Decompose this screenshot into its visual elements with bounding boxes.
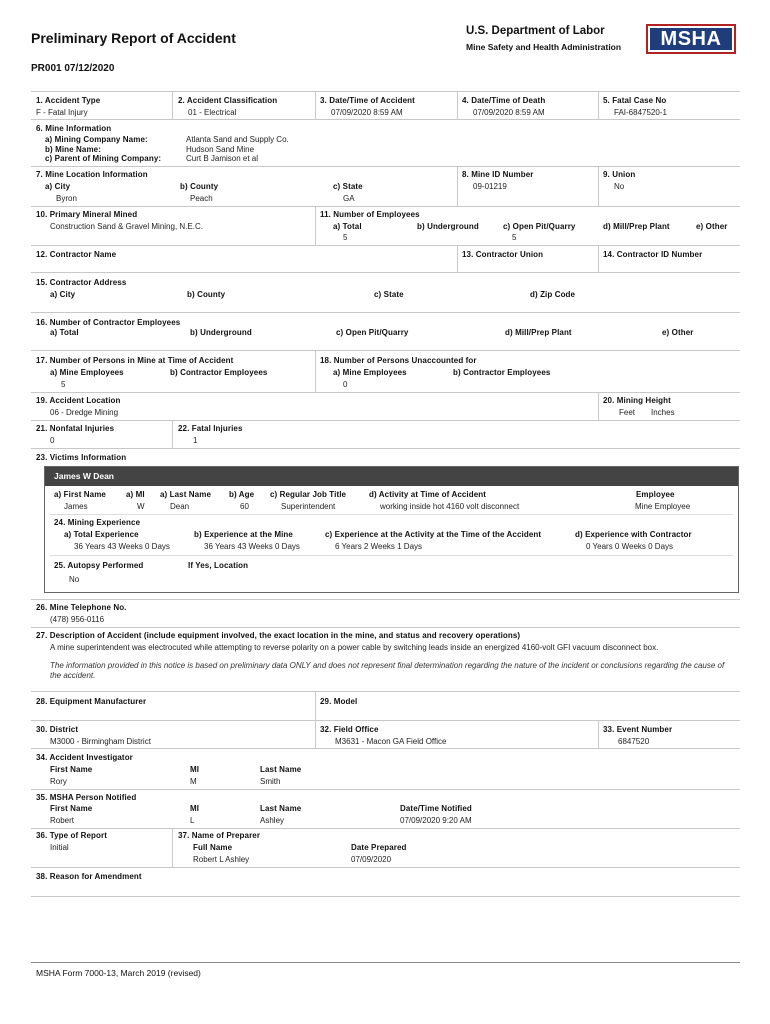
divider: [315, 91, 316, 119]
preparer-fullname-value: Robert L Ashley: [193, 855, 250, 864]
victim-employee-value: Mine Employee: [635, 502, 691, 511]
contractor-state-label: c) State: [374, 290, 404, 299]
divider: [457, 166, 458, 206]
contractor-city-label: a) City: [50, 290, 76, 299]
divider: [50, 555, 733, 556]
experience-mine-value: 36 Years 43 Weeks 0 Days: [204, 542, 300, 551]
mine-location-label: 7. Mine Location Information: [36, 170, 148, 179]
employees-total-value: 5: [343, 233, 348, 242]
fatal-injuries-label: 22. Fatal Injuries: [178, 424, 243, 433]
sub-agency-name: Mine Safety and Health Administration: [466, 42, 622, 52]
contractor-name-label: 12. Contractor Name: [36, 250, 117, 259]
experience-contractor-value: 0 Years 0 Weeks 0 Days: [586, 542, 674, 551]
divider: [31, 350, 740, 351]
persons-mine-employees-value: 5: [61, 380, 66, 389]
employees-other-label: e) Other: [696, 222, 728, 231]
msha-logo-text: MSHA: [650, 28, 732, 50]
investigator-last-value: Smith: [260, 777, 281, 786]
notified-mi-value: L: [190, 816, 195, 825]
persons-mine-employees-label: a) Mine Employees: [50, 368, 124, 377]
person-notified-label: 35. MSHA Person Notified: [36, 793, 137, 802]
city-label: a) City: [45, 182, 71, 191]
city-value: Byron: [56, 194, 77, 203]
date-prepared-label: Date Prepared: [351, 843, 407, 852]
experience-total-label: a) Total Experience: [64, 530, 139, 539]
experience-contractor-label: d) Experience with Contractor: [575, 530, 692, 539]
notified-datetime-value: 07/09/2020 9:20 AM: [400, 816, 472, 825]
notified-first-label: First Name: [50, 804, 93, 813]
equipment-manufacturer-label: 28. Equipment Manufacturer: [36, 697, 147, 706]
report-id: PR001 07/12/2020: [31, 63, 115, 74]
investigator-first-value: Rory: [50, 777, 67, 786]
divider: [315, 350, 316, 392]
accident-location-value: 06 - Dredge Mining: [50, 408, 119, 417]
divider: [31, 720, 740, 721]
union-label: 9. Union: [603, 170, 636, 179]
victim-first-label: a) First Name: [54, 490, 106, 499]
parent-company-label: c) Parent of Mining Company:: [45, 154, 162, 163]
divider: [315, 720, 316, 748]
agency-name: U.S. Department of Labor: [466, 25, 605, 37]
victim-job-value: Superintendent: [281, 502, 336, 511]
divider: [31, 312, 740, 313]
unaccounted-mine-value: 0: [343, 380, 348, 389]
field-office-value: M3631 - Macon GA Field Office: [335, 737, 447, 746]
page-title: Preliminary Report of Accident: [31, 30, 236, 46]
field-office-label: 32. Field Office: [320, 725, 379, 734]
investigator-mi-label: MI: [190, 765, 200, 774]
mine-name-value: Hudson Sand Mine: [186, 145, 255, 154]
primary-mineral-label: 10. Primary Mineral Mined: [36, 210, 138, 219]
unaccounted-label: 18. Number of Persons Unaccounted for: [320, 356, 477, 365]
divider: [31, 206, 740, 207]
description-value: A mine superintendent was electrocuted while attempting to reverse polarity on a power cable by switching leads inside an energized 4160-volt GFI vacuum disconnect box.: [50, 643, 659, 652]
notified-datetime-label: Date/Time Notified: [400, 804, 472, 813]
accident-type-value: F - Fatal Injury: [36, 108, 88, 117]
divider: [31, 627, 740, 628]
employees-openpit-value: 5: [512, 233, 517, 242]
investigator-first-label: First Name: [50, 765, 93, 774]
employees-mill-label: d) Mill/Prep Plant: [603, 222, 670, 231]
mining-company-value: Atlanta Sand and Supply Co.: [186, 135, 289, 144]
divider: [50, 514, 733, 515]
victim-last-value: Dean: [170, 502, 190, 511]
state-value: GA: [343, 194, 355, 203]
mining-experience-label: 24. Mining Experience: [54, 518, 141, 527]
divider: [31, 691, 740, 692]
divider: [598, 245, 599, 272]
contractor-employees-label: 16. Number of Contractor Employees: [36, 318, 181, 327]
event-number-value: 6847520: [618, 737, 650, 746]
divider: [31, 420, 740, 421]
mining-height-inches: Inches: [651, 408, 675, 417]
notified-mi-label: MI: [190, 804, 200, 813]
contractor-zip-label: d) Zip Code: [530, 290, 576, 299]
contractor-total-label: a) Total: [50, 328, 79, 337]
mining-height-feet: Feet: [619, 408, 636, 417]
divider: [31, 392, 740, 393]
unaccounted-contractor-label: b) Contractor Employees: [453, 368, 551, 377]
fatal-case-value: FAI-6847520-1: [614, 108, 667, 117]
report-type-label: 36. Type of Report: [36, 831, 107, 840]
contractor-union-label: 13. Contractor Union: [462, 250, 544, 259]
divider: [598, 166, 599, 206]
union-value: No: [614, 182, 625, 191]
divider: [31, 272, 740, 273]
mining-company-label: a) Mining Company Name:: [45, 135, 148, 144]
victim-last-label: a) Last Name: [160, 490, 211, 499]
msha-logo: [646, 24, 736, 54]
persons-contractor-label: b) Contractor Employees: [170, 368, 268, 377]
accident-datetime-value: 07/09/2020 8:59 AM: [331, 108, 403, 117]
employees-openpit-label: c) Open Pit/Quarry: [503, 222, 576, 231]
divider: [172, 91, 173, 119]
preparer-fullname-label: Full Name: [193, 843, 233, 852]
victim-mi-value: W: [137, 502, 145, 511]
divider: [31, 448, 740, 449]
employees-label: 11. Number of Employees: [320, 210, 420, 219]
date-prepared-value: 07/09/2020: [351, 855, 392, 864]
divider: [31, 828, 740, 829]
victim-name-bar: James W Dean: [45, 467, 738, 486]
mine-name-label: b) Mine Name:: [45, 145, 101, 154]
contractor-mill-label: d) Mill/Prep Plant: [505, 328, 572, 337]
divider: [457, 91, 458, 119]
experience-activity-value: 6 Years 2 Weeks 1 Days: [335, 542, 423, 551]
accident-type-label: 1. Accident Type: [36, 96, 101, 105]
victim-mi-label: a) MI: [126, 490, 145, 499]
victim-activity-value: working inside hot 4160 volt disconnect: [380, 502, 520, 511]
mine-id-value: 09-01219: [473, 182, 507, 191]
divider: [598, 720, 599, 748]
disclaimer-note: The information provided in this notice is based on preliminary data ONLY and does not represent final determination regarding the nature of the incident or conclusions regarding the cause of the accident.: [50, 661, 725, 680]
nonfatal-injuries-label: 21. Nonfatal Injuries: [36, 424, 115, 433]
divider: [31, 119, 740, 120]
investigator-label: 34. Accident Investigator: [36, 753, 133, 762]
mine-telephone-value: (478) 956-0116: [50, 615, 105, 624]
model-label: 29. Model: [320, 697, 358, 706]
contractor-openpit-label: c) Open Pit/Quarry: [336, 328, 409, 337]
death-datetime-value: 07/09/2020 8:59 AM: [473, 108, 545, 117]
divider: [31, 245, 740, 246]
fatal-case-label: 5. Fatal Case No: [603, 96, 667, 105]
divider: [31, 789, 740, 790]
divider: [172, 828, 173, 867]
contractor-id-label: 14. Contractor ID Number: [603, 250, 703, 259]
contractor-county-label: b) County: [187, 290, 226, 299]
contractor-other-label: e) Other: [662, 328, 694, 337]
persons-in-mine-label: 17. Number of Persons in Mine at Time of Accident: [36, 356, 234, 365]
notified-last-value: Ashley: [260, 816, 285, 825]
investigator-last-label: Last Name: [260, 765, 302, 774]
victim-age-label: b) Age: [229, 490, 255, 499]
district-label: 30. District: [36, 725, 79, 734]
unaccounted-mine-label: a) Mine Employees: [333, 368, 407, 377]
investigator-mi-value: M: [190, 777, 197, 786]
accident-classification-label: 2. Accident Classification: [178, 96, 278, 105]
event-number-label: 33. Event Number: [603, 725, 673, 734]
fatal-injuries-value: 1: [193, 436, 198, 445]
victim-age-value: 60: [240, 502, 249, 511]
experience-total-value: 36 Years 43 Weeks 0 Days: [74, 542, 170, 551]
footer-divider: [31, 962, 740, 963]
contractor-underground-label: b) Underground: [190, 328, 252, 337]
accident-datetime-label: 3. Date/Time of Accident: [320, 96, 415, 105]
victim-activity-label: d) Activity at Time of Accident: [369, 490, 487, 499]
divider: [315, 691, 316, 720]
primary-mineral-value: Construction Sand & Gravel Mining, N.E.C.: [50, 222, 203, 231]
mining-height-label: 20. Mining Height: [603, 396, 671, 405]
form-number: MSHA Form 7000-13, March 2019 (revised): [36, 968, 201, 978]
divider: [172, 420, 173, 448]
description-label: 27. Description of Accident (include equipment involved, the exact location in the mine, and status and recovery operations): [36, 631, 521, 640]
experience-activity-label: c) Experience at the Activity at the Time of the Accident: [325, 530, 542, 539]
employees-underground-label: b) Underground: [417, 222, 479, 231]
county-label: b) County: [180, 182, 219, 191]
divider: [31, 166, 740, 167]
notified-last-label: Last Name: [260, 804, 302, 813]
experience-mine-label: b) Experience at the Mine: [194, 530, 293, 539]
nonfatal-injuries-value: 0: [50, 436, 55, 445]
county-value: Peach: [190, 194, 213, 203]
mine-id-label: 8. Mine ID Number: [462, 170, 534, 179]
contractor-address-label: 15. Contractor Address: [36, 278, 127, 287]
autopsy-label: 25. Autopsy Performed: [54, 561, 144, 570]
autopsy-location-label: If Yes, Location: [188, 561, 249, 570]
state-label: c) State: [333, 182, 363, 191]
employees-total-label: a) Total: [333, 222, 362, 231]
parent-company-value: Curt B Jamison et al: [186, 154, 259, 163]
divider: [31, 896, 740, 897]
death-datetime-label: 4. Date/Time of Death: [462, 96, 546, 105]
divider: [598, 91, 599, 119]
notified-first-value: Robert: [50, 816, 75, 825]
preparer-label: 37. Name of Preparer: [178, 831, 261, 840]
victims-info-label: 23. Victims Information: [36, 453, 127, 462]
district-value: M3000 - Birmingham District: [50, 737, 151, 746]
accident-location-label: 19. Accident Location: [36, 396, 121, 405]
victim-job-label: c) Regular Job Title: [270, 490, 347, 499]
divider: [31, 91, 740, 92]
divider: [31, 867, 740, 868]
mine-telephone-label: 26. Mine Telephone No.: [36, 603, 127, 612]
victim-first-value: James: [64, 502, 88, 511]
mine-info-label: 6. Mine Information: [36, 124, 112, 133]
divider: [315, 206, 316, 245]
autopsy-value: No: [69, 575, 80, 584]
accident-classification-value: 01 - Electrical: [188, 108, 237, 117]
report-type-value: Initial: [50, 843, 69, 852]
divider: [31, 748, 740, 749]
victim-employee-label: Employee: [636, 490, 675, 499]
divider: [457, 245, 458, 272]
amendment-reason-label: 38. Reason for Amendment: [36, 872, 142, 881]
divider: [31, 599, 740, 600]
divider: [598, 392, 599, 420]
